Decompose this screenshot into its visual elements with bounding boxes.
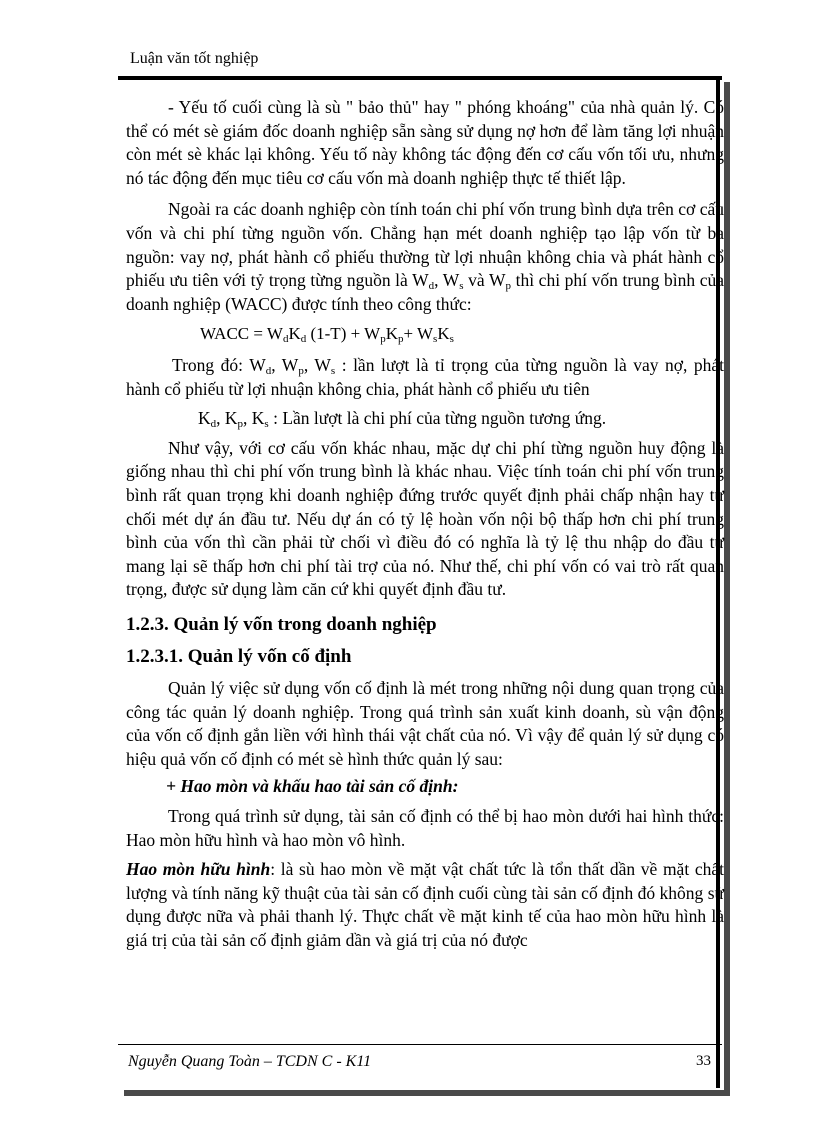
paragraph-fixed-capital-management: Quản lý việc sử dụng vốn cố định là mét trong những nội dung quan trọng của công tác quản lý doanh nghiệp. Trong quá trình sản xuất kinh doanh, sù vận động của vốn cố định gắn liền với hình thái vật chất của nó. Vì vậy để quản lý sử dụng có hiệu quả vốn cố định có mét sè hình thức quản lý sau: [126,678,724,769]
page-border-top [118,76,722,80]
footer-rule [118,1044,722,1045]
section-heading-fixed-capital: 1.2.3.1. Quản lý vốn cố định [126,646,352,668]
running-header: Luận văn tốt nghiệp [130,50,259,67]
term-physical-depreciation: Hao mòn hữu hình [126,859,271,880]
paragraph-owner-attitude: - Yếu tố cuối cùng là sù " bảo thủ" hay " phóng khoáng" của nhà quản lý. Có thể có mét sè giám đốc doanh nghiệp sẵn sàng sử dụng nợ hơn để làm tăng lợi nhuận còn mét sè khác lại không. Yếu tố này không tác động đến cơ cấu vốn tối ưu, nhưng nó tác động đến mục tiêu cơ cấu vốn mà doanh nghiệp thực tế thiết lập. [126,97,724,188]
wacc-formula: WACC = $W_dK_d$ $(1-T) + W_pK_p+ W_sK_s$ [200,324,454,346]
formula-legend-weights: Trong đó: $W_d$, $W_p$, $W_s$ : lần lượt là tỉ trọng của từng nguồn là vay nợ, phát hành cổ phiếu từ lợi nhuận không chia, phát hành cổ phiếu ưu tiên [126,354,725,399]
paragraph-depreciation-forms: Trong quá trình sử dụng, tài sản cố định có thể bị hao mòn dưới hai hình thức: Hao mòn hữu hình và hao mòn vô hình. [126,806,724,850]
section-heading-capital-management: 1.2.3. Quản lý vốn trong doanh nghiệp [126,613,437,635]
footer-author: Nguyễn Quang Toàn – TCDN C - K11 [128,1053,372,1070]
paragraph-physical-depreciation: Hao mòn hữu hình: là sù hao mòn về mặt vật chất tức là tổn thất dần về mặt chất lượng và tính năng kỹ thuật của tài sản cố định cuối cùng tài sản cố định đó không sử dụng được nữa và phải thanh lý. Thực chất về mặt kinh tế của hao mòn hữu hình là giá trị của tài sản cố định giảm dần và giá trị của nó được [126,859,724,950]
page-body [126,96,724,953]
page-shadow-right [724,82,730,1096]
page-shadow-bottom [124,1090,730,1096]
paragraph-wacc-intro: Ngoài ra các doanh nghiệp còn tính toán chi phí vốn trung bình dựa trên cơ cấu vốn và chi phí từng nguồn vốn. Chẳng hạn mét doanh nghiệp tạo lập vốn từ ba nguồn: vay nợ, phát hành cổ phiếu thường từ lợi nhuận không chia và phát hành cổ phiếu ưu tiên với tỷ trọng từng nguồn là $W_d$, $W_s$ và $W_p$ thì chi phí vốn trung bình của doanh nghiệp (WACC) được tính theo công thức: [126,199,725,314]
subheading-depreciation: + Hao mòn và khấu hao tài sản cố định: [166,776,459,797]
page-number: 33 [696,1053,711,1069]
formula-legend-costs: $K_d$, $K_p$, $K_s$ : Lần lượt là chi phí của từng nguồn tương ứng. [198,408,607,431]
paragraph-capital-structure: Như vậy, với cơ cấu vốn khác nhau, mặc dự chi phí từng nguồn huy động là giống nhau thì chi phí vốn trung bình là khác nhau. Việc tính toán chi phí vốn trung bình rất quan trọng khi doanh nghiệp đứng trước quyết định phải chấp nhận hay từ chối mét dự án đầu tư. Nếu dự án có tỷ lệ hoàn vốn nội bộ thấp hơn chi phí trung bình của vốn thì cần phải từ chối vì điều đó có nghĩa là tỷ lệ thu nhập do đầu tư mang lại sẽ thấp hơn chi phí tài trợ của nó. Như thế, chi phí vốn có vai trò rất quan trọng, được sử dụng làm căn cứ khi quyết định đầu tư. [126,437,724,600]
